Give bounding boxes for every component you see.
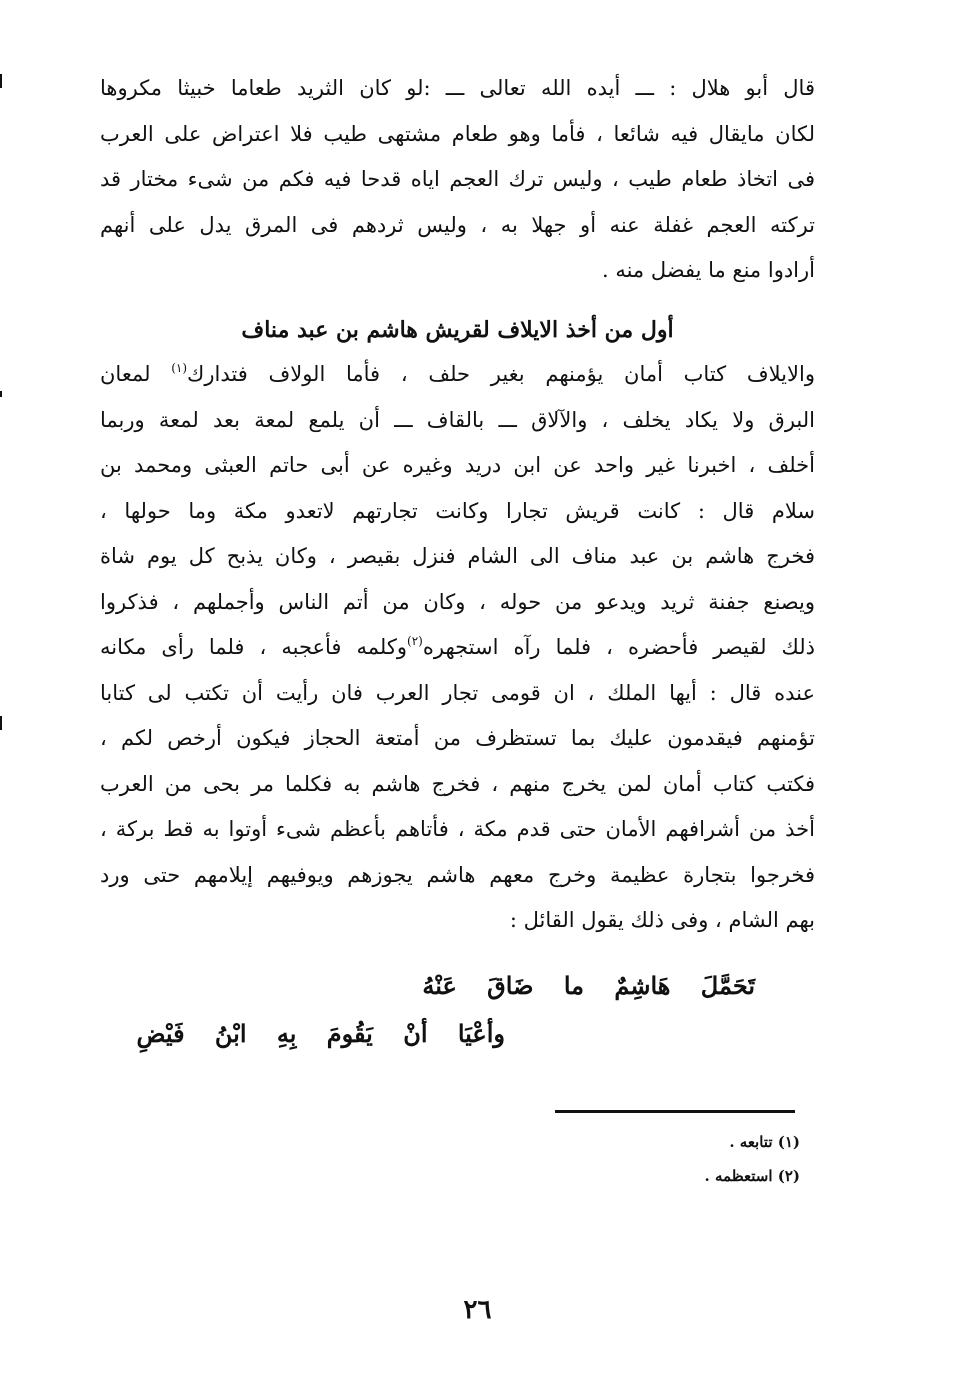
margin-mark-2 <box>0 391 2 397</box>
paragraph-line: أرادوا منع ما يفضل منه . <box>601 258 815 282</box>
paragraph-line: عنده قال : أيها الملك ، ان قومى تجار العرب فان رأيت أن تكتب لى كتابا <box>100 680 815 705</box>
verse-line-2: وأعْيَا أنْ يَقُومَ بِهِ ابْنُ فَيْضِ <box>136 1019 505 1048</box>
paragraph-line: لكان مايقال فيه شائعا ، فأما وهو طعام مشتهى طيب فلا اعتراض على العرب <box>100 121 815 146</box>
line-text: وكلمه فأعجبه ، فلما رأى مكانه <box>100 635 408 659</box>
verse-line-1: تَحَمَّلَ هَاشِمٌ ما ضَاقَ عَنْهُ <box>422 971 755 1000</box>
margin-mark-1 <box>0 74 2 88</box>
paragraph-line <box>100 625 815 671</box>
paragraph-line: فخرج هاشم بن عبد مناف الى الشام فنزل بقيصر ، وكان يذبح كل يوم شاة <box>100 544 815 568</box>
paragraph-line <box>100 352 815 398</box>
footnote-1: (١) تتابعه . <box>729 1133 800 1151</box>
section-heading: أول من أخذ الايلاف لقريش هاشم بن عبد مناف <box>241 317 674 343</box>
page-number: ٢٦ <box>463 1295 492 1325</box>
paragraph-line: سلام قال : كانت قريش تجارا وكانت تجارتهم لاتعدو مكة وما حولها ، <box>100 498 815 523</box>
paragraph-line: قال أبو هلال : ـــ أيده الله تعالى ـــ :لو كان الثريد طعاما خبيثا مكروها <box>100 76 815 100</box>
footnote-marker: (٢) <box>407 634 423 648</box>
paragraph-line: فى اتخاذ طعام طيب ، وليس ترك العجم اياه قدحا فيه فكم من شىء مختار قد <box>100 167 815 191</box>
footnote-marker: (١) <box>171 361 188 375</box>
paragraph-line: بهم الشام ، وفى ذلك يقول القائل : <box>509 908 815 932</box>
paragraph-line: أخذ من أشرافهم الأمان حتى قدم مكة ، فأتاهم بأعظم شىء أوتوا به قط بركة ، <box>100 817 815 841</box>
line-text: ذلك لقيصر فأحضره ، فلما رآه استجهره <box>422 635 815 659</box>
paragraph-line: تؤمنهم فيقدمون عليك بما تستظرف من أمتعة الحجاز فيكون أرخص لكم ، <box>100 726 815 750</box>
paragraph-line: فخرجوا بتجارة عظيمة وخرج معهم هاشم يجوزهم ويوفيهم إيلامهم حتى ورد <box>100 862 815 887</box>
main-paragraph <box>100 352 815 944</box>
opening-paragraph <box>100 66 815 294</box>
line-text: لمعان <box>100 362 172 386</box>
paragraph-line: البرق ولا يكاد يخلف ، والآلاق ـــ بالقاف ـــ أن يلمع لمعة بعد لمعة وربما <box>100 407 815 432</box>
footnote-2: (٢) استعظمه . <box>704 1167 800 1185</box>
paragraph-line: تركته العجم غفلة عنه أو جهلا به ، وليس ثردهم فى المرق يدل على أنهم <box>100 212 815 237</box>
line-text: والايلاف كتاب أمان يؤمنهم بغير حلف ، فأما الولاف فتدارك <box>187 362 815 386</box>
paragraph-line: أخلف ، اخبرنا غير واحد عن ابن دريد وغيره عن أبى حاتم العبثى ومحمد بن <box>100 453 815 477</box>
paragraph-line: فكتب كتاب أمان لمن يخرج منهم ، فخرج هاشم به فكلما مر بحى من العرب <box>100 771 815 796</box>
footnote-divider <box>555 1110 795 1113</box>
paragraph-line: ويصنع جفنة ثريد ويدعو من حوله ، وكان من أتم الناس وأجملهم ، فذكروا <box>100 589 815 614</box>
margin-mark-3 <box>0 716 2 730</box>
